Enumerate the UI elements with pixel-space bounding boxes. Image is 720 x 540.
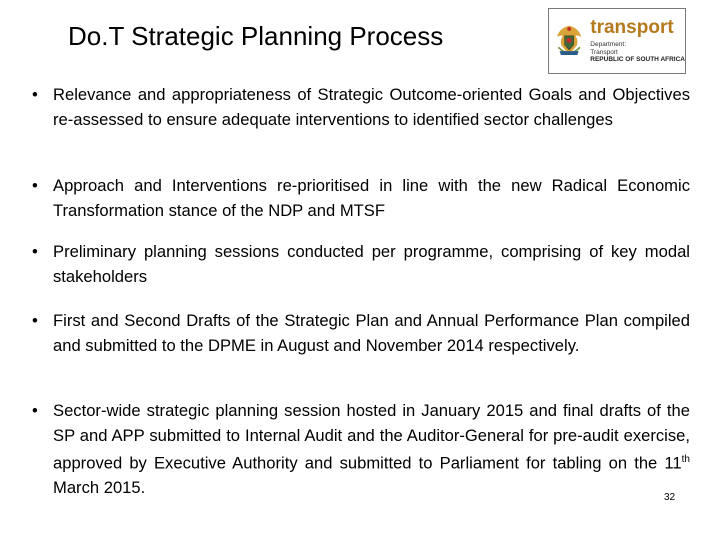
transport-logo [548, 8, 686, 74]
bullet-text: Relevance and appropriateness of Strategic Outcome-oriented Goals and Objectives re-assessed to ensure adequate interventions to identified sector challenges [53, 85, 690, 129]
bullet-dot: • [32, 401, 38, 420]
bullet-text-main: Sector-wide strategic planning session hosted in January 2015 and final drafts of the SP and APP submitted to Internal Audit and the Auditor-General for pre-audit exercise, approved by Executive Authority and submitted to Parliament for tabling on the 11 [53, 401, 690, 473]
page-number: 32 [664, 492, 676, 503]
bullet-item [32, 83, 690, 132]
bullet-text: Approach and Interventions re-prioritised in line with the new Radical Economic Transformation stance of the NDP and MTSF [53, 176, 690, 220]
logo-republic: REPUBLIC OF SOUTH AFRICA [590, 56, 685, 64]
slide-title: Do.T Strategic Planning Process [68, 21, 444, 51]
bullet-text-end: March 2015. [53, 478, 146, 498]
bullet-dot: • [32, 242, 38, 261]
bullet-text: First and Second Drafts of the Strategic Plan and Annual Performance Plan compiled and submitted to the DPME in August and November 2014 respectively. [53, 311, 690, 355]
bullet-item [32, 174, 690, 223]
bullet-text: Preliminary planning sessions conducted per programme, comprising of key modal stakeholders [53, 242, 690, 286]
bullet-dot: • [32, 176, 38, 195]
bullet-item [32, 399, 690, 501]
bullet-dot: • [32, 311, 38, 330]
logo-wordmark: transport [590, 17, 674, 39]
logo-department: Department: [590, 41, 627, 49]
bullet-text [53, 399, 690, 501]
bullet-item [32, 240, 690, 289]
coat-of-arms-icon [552, 13, 586, 69]
logo-transport: Transport [590, 48, 618, 56]
superscript-th: th [681, 454, 690, 465]
bullet-dot: • [32, 85, 38, 104]
bullet-item [32, 309, 690, 358]
